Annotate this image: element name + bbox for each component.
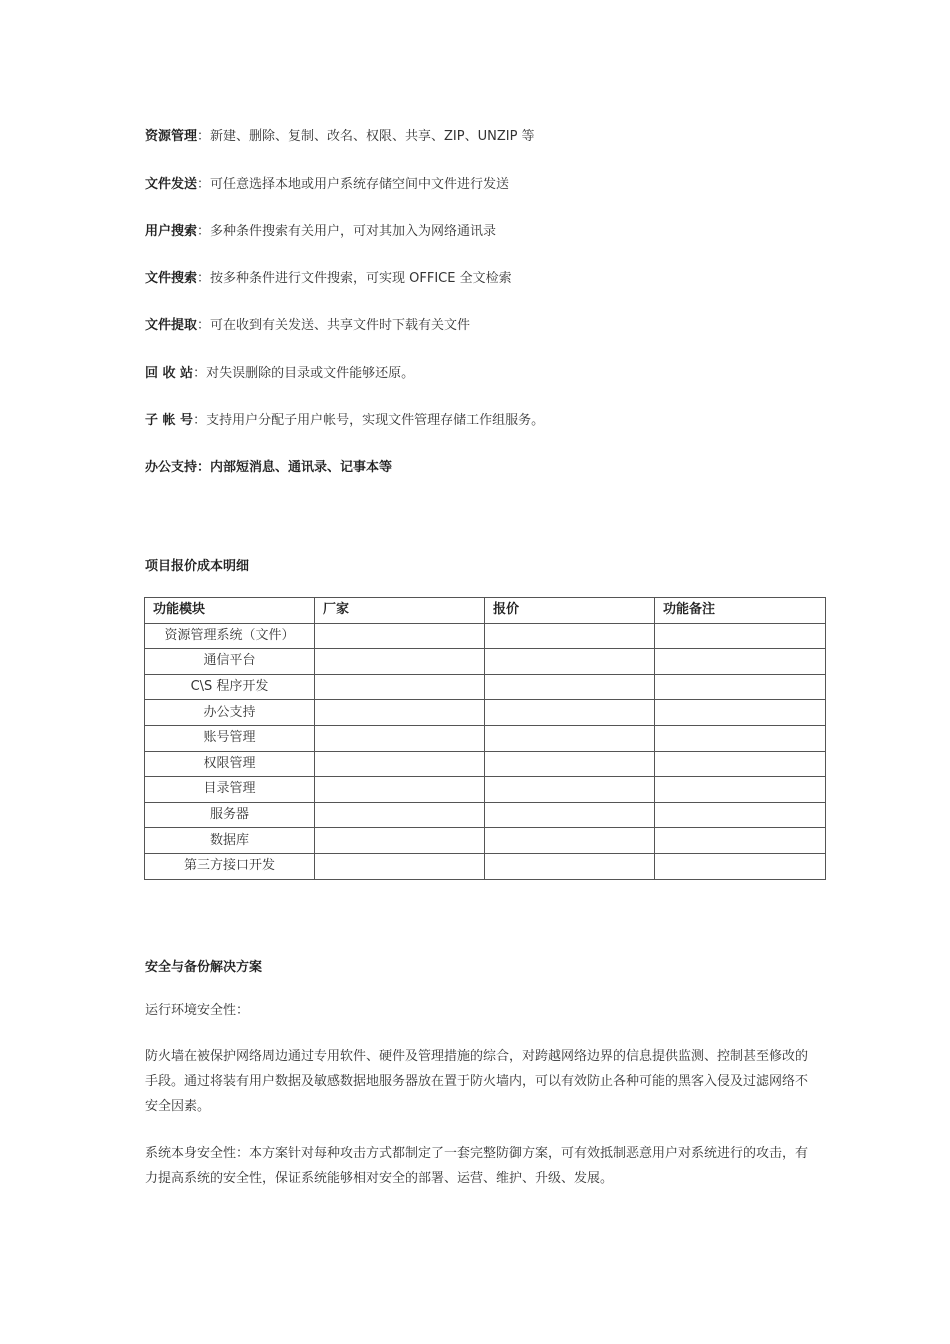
notes-cell [655,674,826,700]
module-cell: 服务器 [145,802,315,828]
feature-label: 回 收 站 [145,366,194,381]
module-cell: 资源管理系统（文件） [145,623,315,649]
cost-section-title: 项目报价成本明细 [145,559,250,574]
vendor-cell [315,623,485,649]
price-cell [485,623,655,649]
vendor-cell [315,674,485,700]
notes-cell [655,725,826,751]
table-header-row [145,598,826,624]
feature-line-file-send [145,177,509,193]
column-header-price: 报价 [485,598,655,624]
feature-label: 子 帐 号 [145,413,194,428]
feature-label: 文件搜索 [145,271,198,286]
feature-line-file-search [145,271,512,287]
vendor-cell [315,828,485,854]
vendor-cell [315,649,485,675]
security-section-title: 安全与备份解决方案 [145,960,263,975]
vendor-cell [315,777,485,803]
price-cell [485,725,655,751]
feature-line-recycle-bin [145,366,414,382]
environment-security-label: 运行环境安全性： [145,1003,250,1018]
module-cell: C\S 程序开发 [145,674,315,700]
notes-cell [655,700,826,726]
price-cell [485,853,655,879]
feature-separator: ： [197,318,211,333]
table-row [145,853,826,879]
table-row [145,674,826,700]
table-row [145,725,826,751]
feature-label: 资源管理 [145,129,198,144]
vendor-cell [315,802,485,828]
table-row [145,700,826,726]
price-cell [485,802,655,828]
vendor-cell [315,751,485,777]
feature-separator: ： [193,366,207,381]
feature-description: 新建、删除、复制、改名、权限、共享、ZIP、UNZIP 等 [210,129,535,144]
column-header-notes: 功能备注 [655,598,826,624]
feature-separator: ： [197,177,211,192]
feature-label: 用户搜索 [145,224,198,239]
price-cell [485,777,655,803]
feature-line-user-search [145,224,496,240]
price-cell [485,700,655,726]
price-cell [485,828,655,854]
price-cell [485,674,655,700]
feature-line-sub-account [145,413,544,429]
cost-table [144,597,826,880]
notes-cell [655,649,826,675]
table-row [145,828,826,854]
table-row [145,623,826,649]
module-cell: 账号管理 [145,725,315,751]
feature-line-file-extract [145,318,470,334]
feature-label: 办公支持：内部短消息、通讯录、记事本等 [145,460,393,475]
module-cell: 数据库 [145,828,315,854]
notes-cell [655,802,826,828]
notes-cell [655,751,826,777]
table-row [145,751,826,777]
feature-label: 文件提取 [145,318,198,333]
feature-description: 可在收到有关发送、共享文件时下载有关文件 [210,318,471,333]
feature-description: 按多种条件进行文件搜索，可实现 OFFICE 全文检索 [210,271,512,286]
module-cell: 目录管理 [145,777,315,803]
feature-separator: ： [197,224,211,239]
price-cell [485,649,655,675]
feature-line-office-support [145,460,392,476]
firewall-paragraph: 防火墙在被保护网络周边通过专用软件、硬件及管理措施的综合，对跨越网络边界的信息提供监测、控制甚至修改的手段。通过将装有用户数据及敏感数据地服务器放在置于防火墙内，可以有效防止各种可能的黑客入侵及过滤网络不安全因素。 [145,1049,809,1114]
table-row [145,649,826,675]
module-cell: 权限管理 [145,751,315,777]
notes-cell [655,828,826,854]
feature-separator: ： [197,271,211,286]
feature-label: 文件发送 [145,177,198,192]
feature-description: 支持用户分配子用户帐号，实现文件管理存储工作组服务。 [206,413,545,428]
module-cell: 办公支持 [145,700,315,726]
price-cell [485,751,655,777]
module-cell: 第三方接口开发 [145,853,315,879]
table-row [145,777,826,803]
vendor-cell [315,725,485,751]
column-header-vendor: 厂家 [315,598,485,624]
feature-description: 多种条件搜索有关用户，可对其加入为网络通讯录 [210,224,497,239]
module-cell: 通信平台 [145,649,315,675]
vendor-cell [315,700,485,726]
table-row [145,802,826,828]
system-security-paragraph: 系统本身安全性：本方案针对每种攻击方式都制定了一套完整防御方案，可有效抵制恶意用户对系统进行的攻击，有力提高系统的安全性，保证系统能够相对安全的部署、运营、维护、升级、发展。 [145,1146,809,1186]
feature-description: 对失误删除的目录或文件能够还原。 [206,366,415,381]
feature-separator: ： [197,129,211,144]
feature-separator: ： [193,413,207,428]
notes-cell [655,853,826,879]
notes-cell [655,777,826,803]
column-header-module: 功能模块 [145,598,315,624]
feature-line-resource [145,129,535,145]
vendor-cell [315,853,485,879]
feature-description: 可任意选择本地或用户系统存储空间中文件进行发送 [210,177,510,192]
notes-cell [655,623,826,649]
